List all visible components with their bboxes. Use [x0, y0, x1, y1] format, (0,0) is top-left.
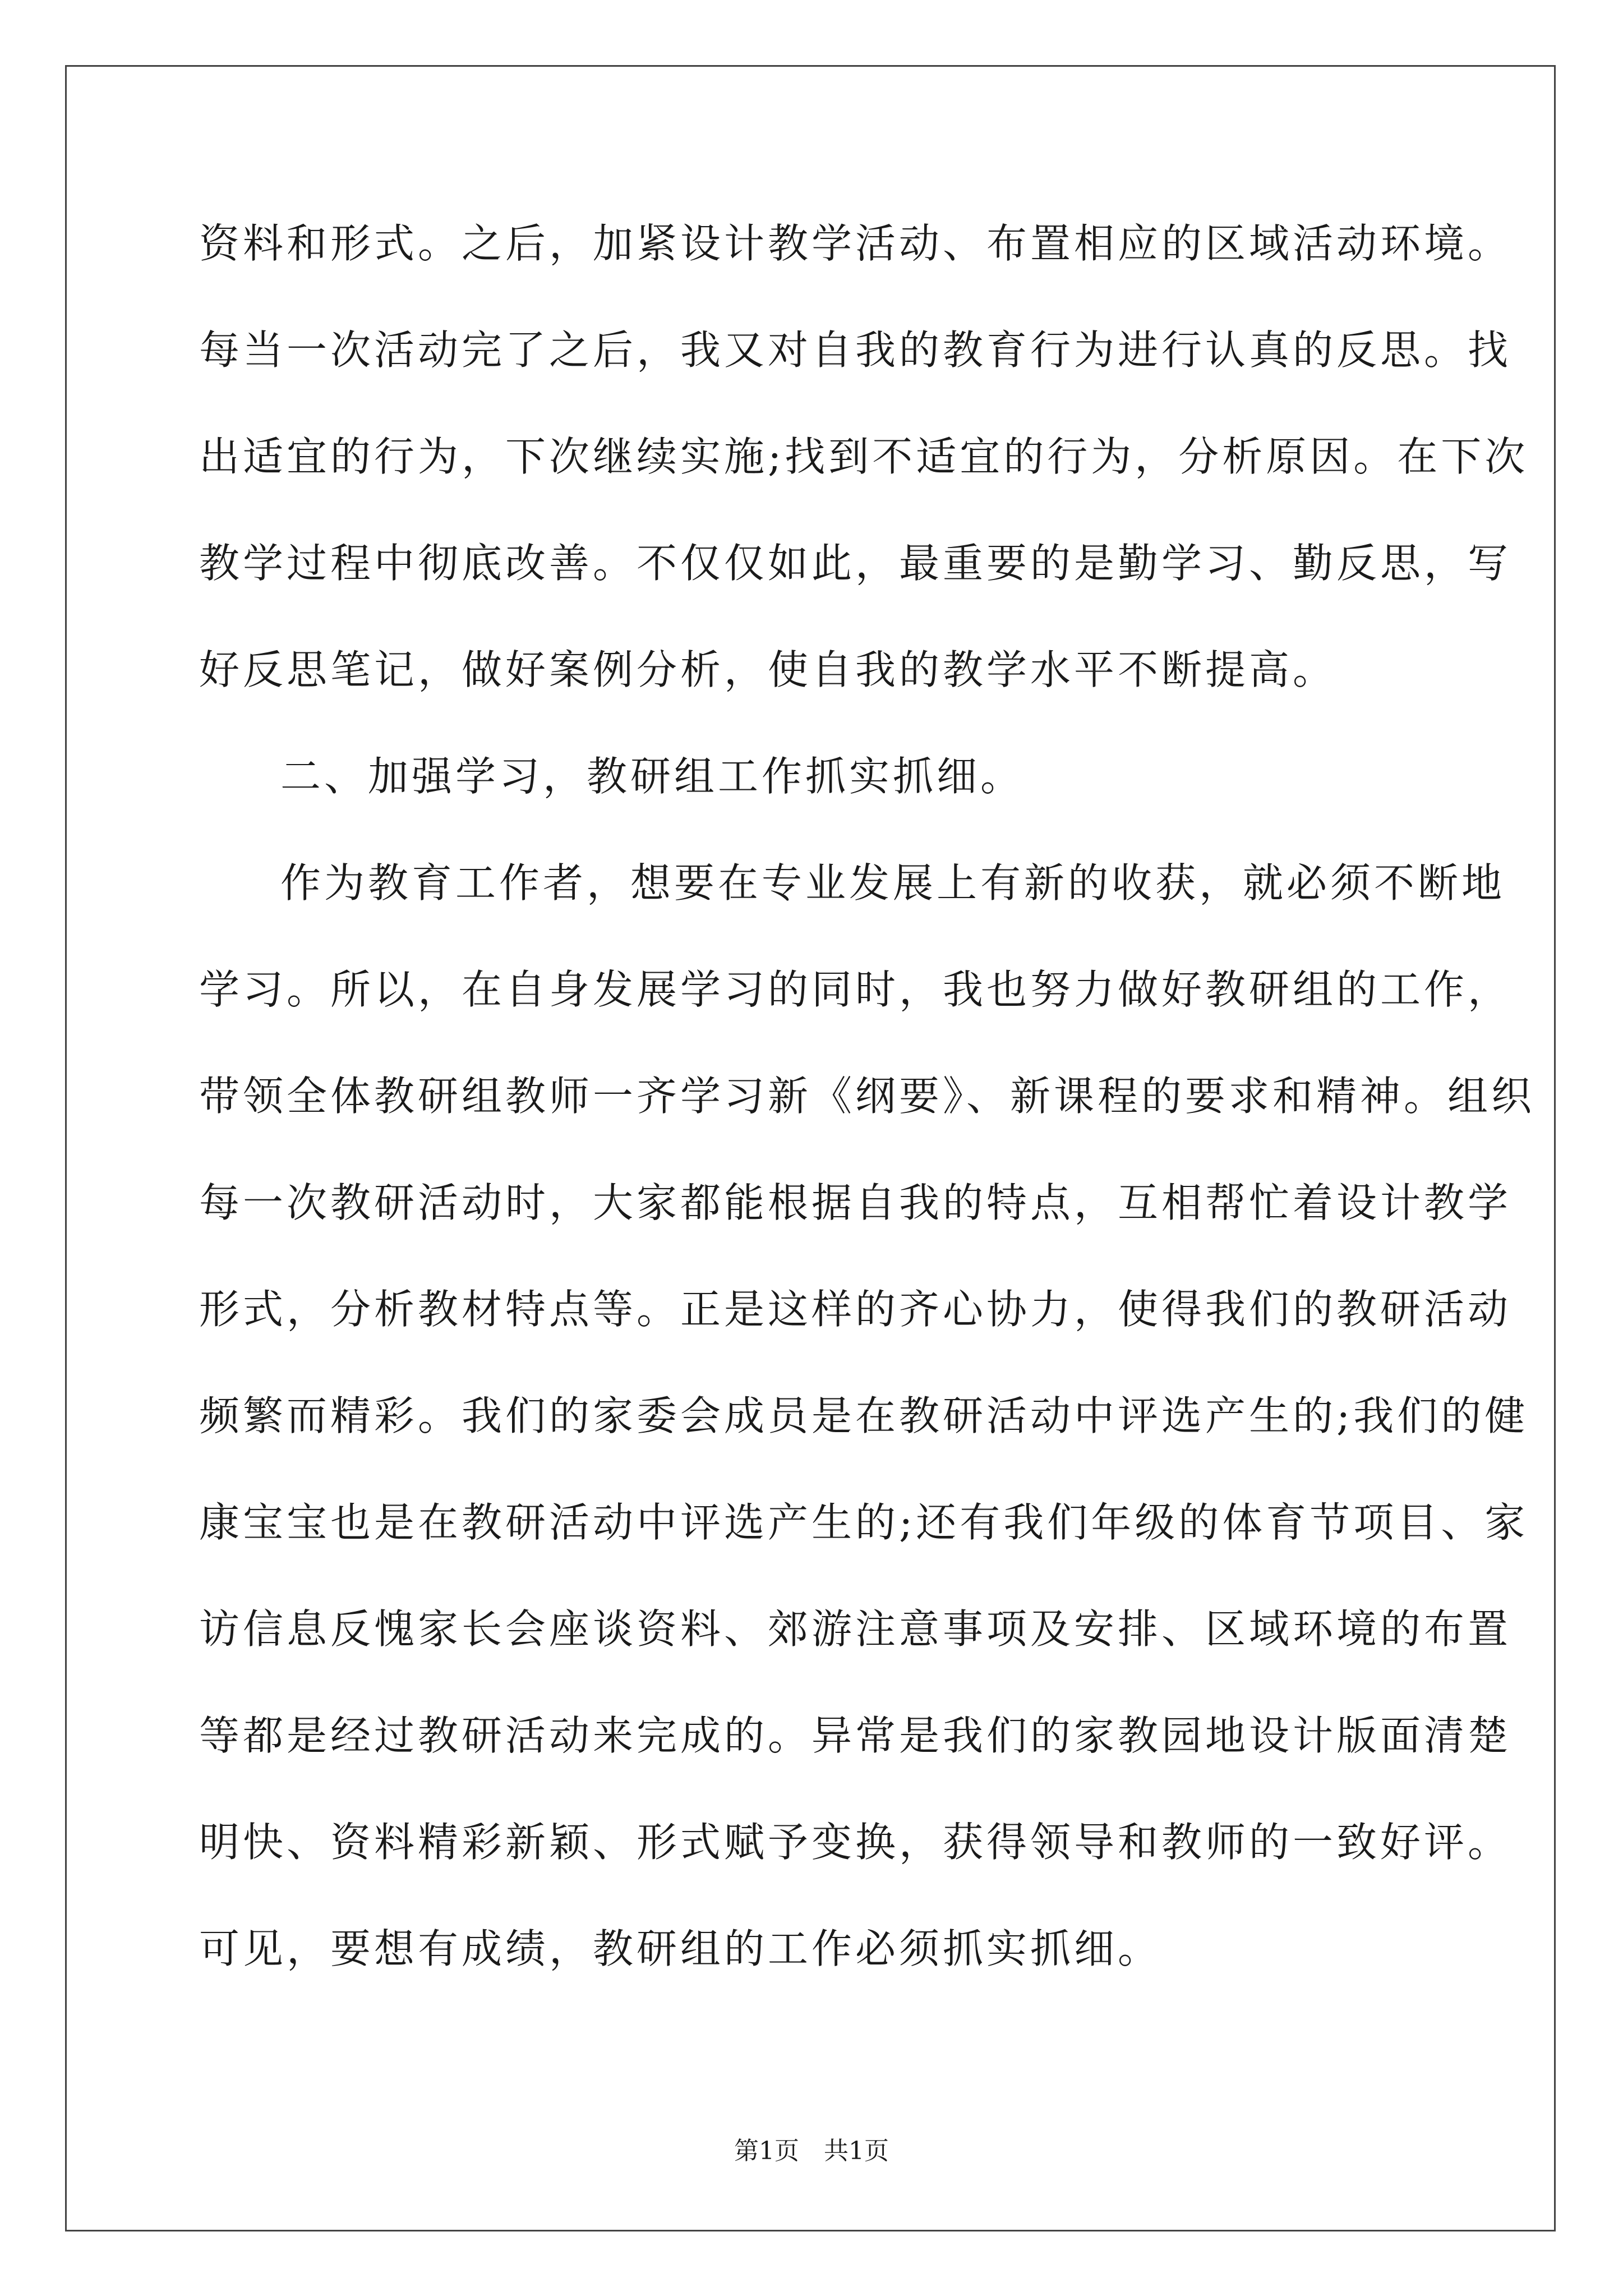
text-line: 作为教育工作者，想要在专业发展上有新的收获，就必须不断地 [280, 859, 1506, 907]
text-line: 每当一次活动完了之后，我又对自我的教育行为进行认真的反思。找 [199, 326, 1512, 374]
text-line: 好反思笔记，做好案例分析，使自我的教学水平不断提高。 [199, 646, 1337, 693]
text-line: 康宝宝也是在教研活动中评选产生的;还有我们年级的体育节项目、家 [199, 1499, 1529, 1546]
text-line: 每一次教研活动时，大家都能根据自我的特点，互相帮忙着设计教学 [199, 1179, 1512, 1226]
text-line: 访信息反愧家长会座谈资料、郊游注意事项及安排、区域环境的布置 [199, 1605, 1512, 1653]
page-footer: 第1页 共1页 [734, 2137, 889, 2165]
text-line: 带领全体教研组教师一齐学习新《纲要》、新课程的要求和精神。组织 [199, 1073, 1536, 1120]
text-line: 可见，要想有成绩，教研组的工作必须抓实抓细。 [199, 1925, 1162, 1972]
text-line: 出适宜的行为，下次继续实施;找到不适宜的行为，分析原因。在下次 [199, 433, 1529, 480]
section-heading: 二、加强学习，教研组工作抓实抓细。 [280, 753, 1025, 800]
text-line: 资料和形式。之后，加紧设计教学活动、布置相应的区域活动环境。 [199, 220, 1512, 267]
text-line: 明快、资料精彩新颖、形式赋予变换，获得领导和教师的一致好评。 [199, 1819, 1512, 1866]
text-line: 学习。所以，在自身发展学习的同时，我也努力做好教研组的工作， [199, 966, 1512, 1013]
text-line: 形式，分析教材特点等。正是这样的齐心协力，使得我们的教研活动 [199, 1286, 1512, 1333]
text-line: 频繁而精彩。我们的家委会成员是在教研活动中评选产生的;我们的健 [199, 1392, 1529, 1439]
document-body [199, 201, 1536, 2013]
text-line: 教学过程中彻底改善。不仅仅如此，最重要的是勤学习、勤反思，写 [199, 540, 1512, 587]
text-line: 等都是经过教研活动来完成的。异常是我们的家教园地设计版面清楚 [199, 1712, 1512, 1759]
